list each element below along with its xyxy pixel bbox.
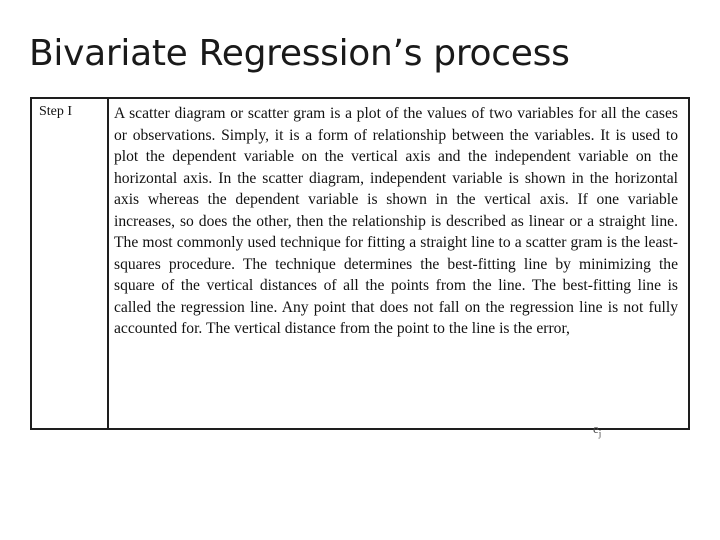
step-label: Step I (32, 99, 109, 428)
step-description: A scatter diagram or scatter gram is a plot of the values of two variables for all the cases or observations. Simply, it is a form of relationship between the variables. It is used to plot the dependent variable on the vertical axis and the independent variable on the horizontal axis. In the scatter diagram, independent variable is shown in the horizontal axis whereas the dependent variable is shown in the vertical axis. If one variable increases, so does the other, then the relationship is described as linear or a straight line. The most commonly used technique for fitting a straight line to a scatter gram is the least-squares procedure. The technique determines the best-fitting line by minimizing the square of the vertical distances of all the points from the line. The best-fitting line is called the regression line. Any point that does not fall on the regression line is not fully accounted for. The vertical distance from the point to the line is the error, (114, 105, 678, 337)
step-content-cell (109, 99, 688, 439)
error-symbol-subscript: j (598, 428, 602, 439)
error-symbol-letter: e (593, 421, 599, 436)
slide-title: Bivariate Regression’s process (29, 33, 570, 74)
error-symbol (593, 421, 601, 439)
step-table (30, 97, 690, 439)
